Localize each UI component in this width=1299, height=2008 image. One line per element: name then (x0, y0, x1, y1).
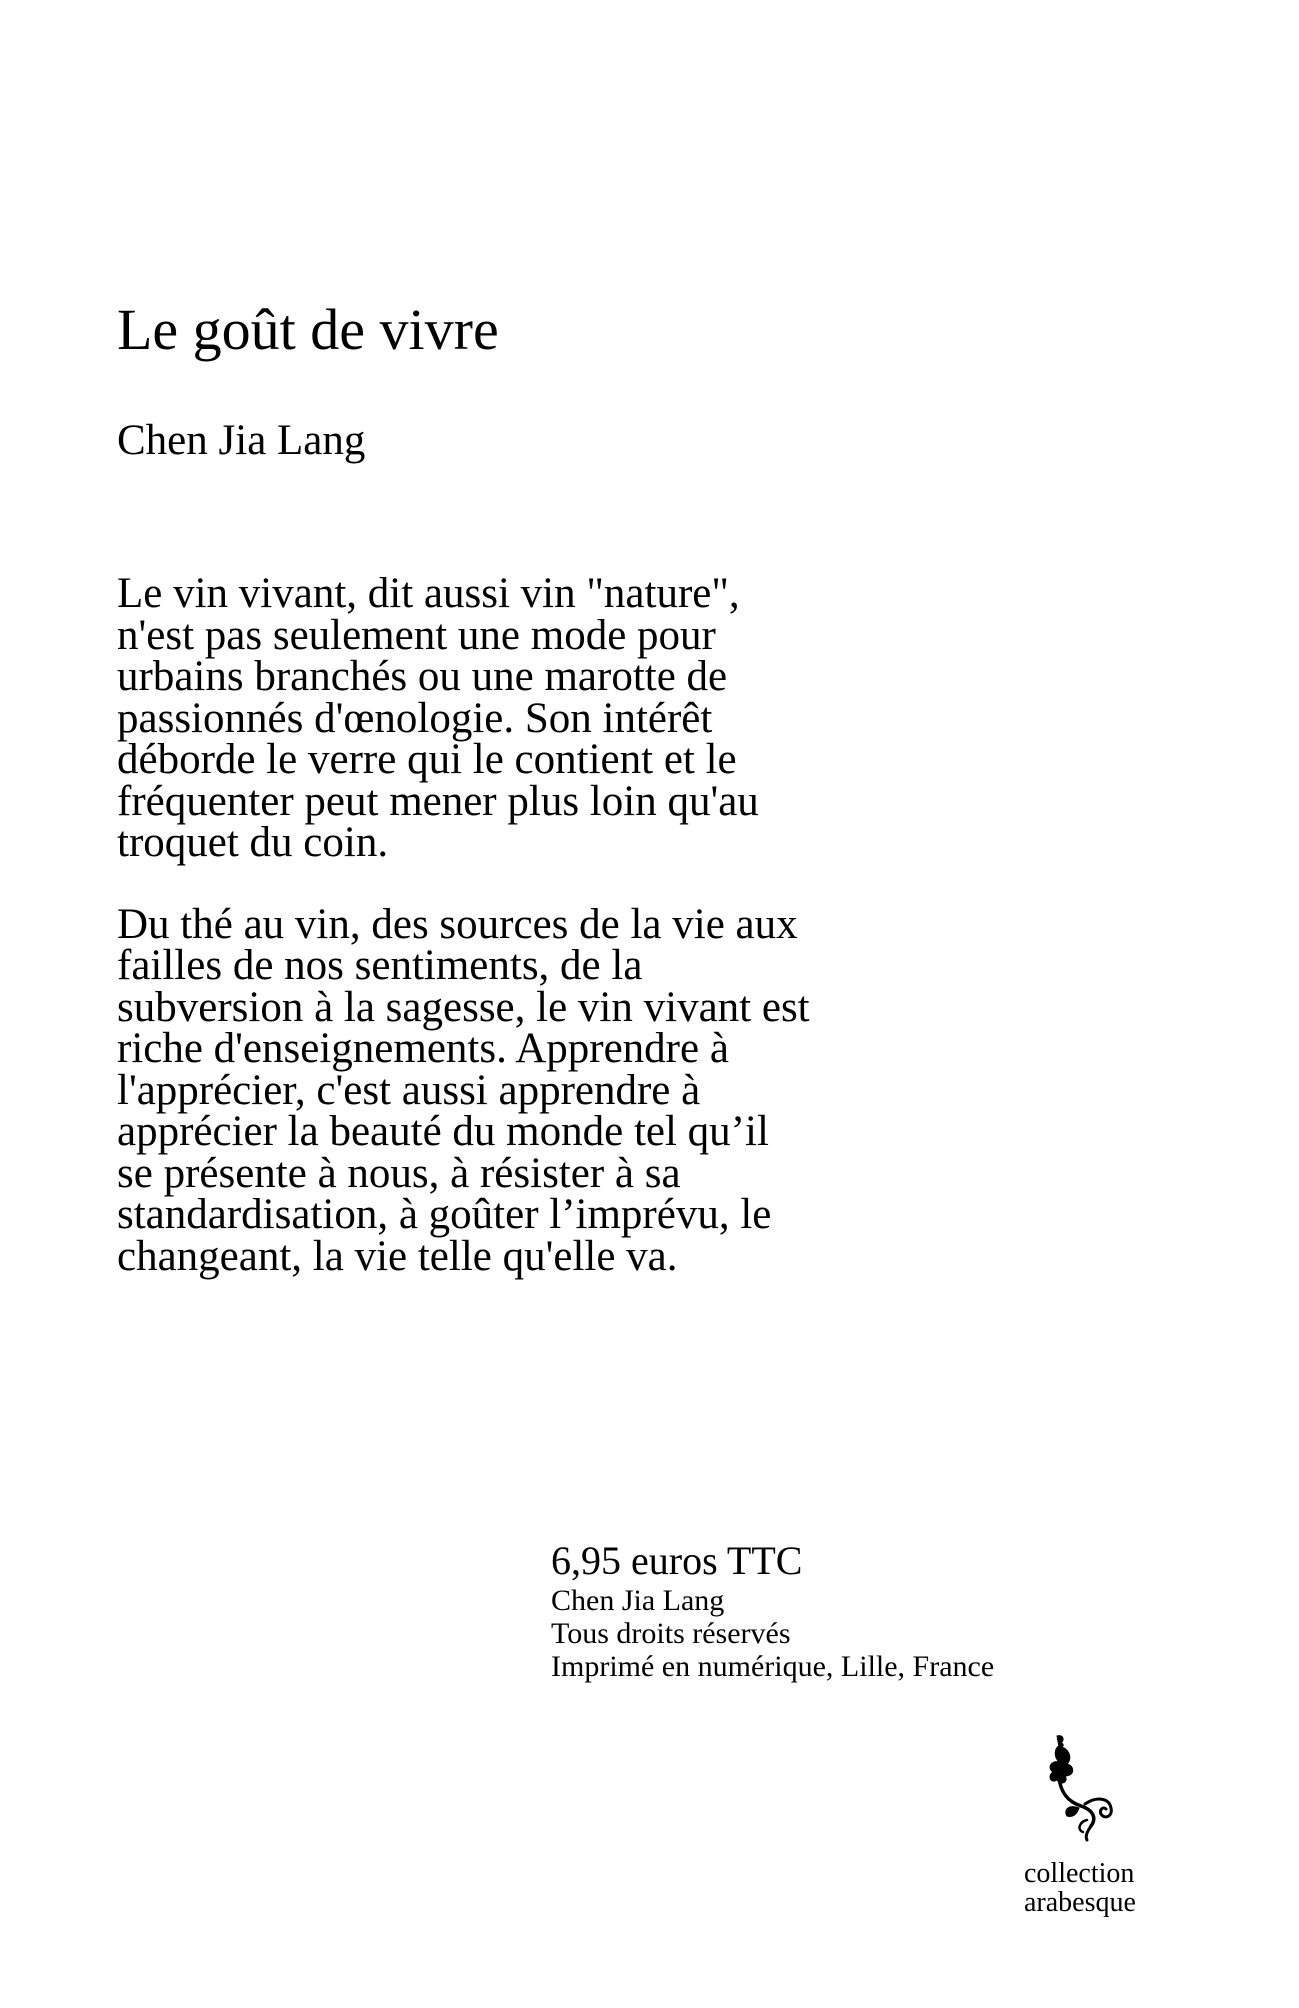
arabesque-ornament-icon (1035, 1732, 1125, 1842)
blurb-line: l'apprécier, c'est aussi apprendre à (117, 1066, 701, 1114)
colophon (551, 1538, 994, 1683)
blurb-line: urbains branchés ou une marotte de (117, 653, 728, 700)
blurb-line: Du thé au vin, des sources de la vie aux (117, 900, 798, 948)
blurb-line: déborde le verre qui le contient et le (117, 736, 737, 783)
blurb-line: troquet du coin. (117, 819, 389, 866)
blurb-paragraph-1 (117, 570, 1017, 866)
colophon-printing: Imprimé en numérique, Lille, France (551, 1650, 995, 1683)
collection-line-2: arabesque (1024, 1887, 1136, 1918)
book-blurb (117, 570, 1017, 1280)
blurb-line: riche d'enseignements. Apprendre à (117, 1025, 729, 1072)
blurb-line: failles de nos sentiments, de la (117, 942, 643, 989)
blurb-line: passionnés d'œnologie. Son intérêt (117, 694, 713, 742)
blurb-line: n'est pas seulement une mode pour (117, 611, 716, 659)
colophon-rights: Tous droits réservés (551, 1617, 791, 1650)
blurb-line: subversion à la sagesse, le vin vivant est (117, 983, 810, 1031)
blurb-line: changeant, la vie telle qu'elle va. (117, 1232, 678, 1280)
book-title: Le goût de vivre (117, 297, 499, 362)
blurb-line: apprécier la beauté du monde tel qu’il (117, 1108, 769, 1155)
colophon-author: Chen Jia Lang (551, 1584, 725, 1617)
blurb-line: fréquenter peut mener plus loin qu'au (117, 777, 759, 825)
price-label: 6,95 euros TTC (551, 1538, 803, 1583)
blurb-paragraph-2 (117, 900, 1017, 1280)
collection-label (1024, 1859, 1136, 1917)
blurb-line: Le vin vivant, dit aussi vin "nature", (117, 570, 740, 617)
blurb-line: standardisation, à goûter l’imprévu, le (117, 1191, 772, 1238)
blurb-line: se présente à nous, à résister à sa (117, 1149, 681, 1197)
book-author: Chen Jia Lang (117, 417, 366, 464)
collection-line-1: collection (1024, 1858, 1135, 1889)
